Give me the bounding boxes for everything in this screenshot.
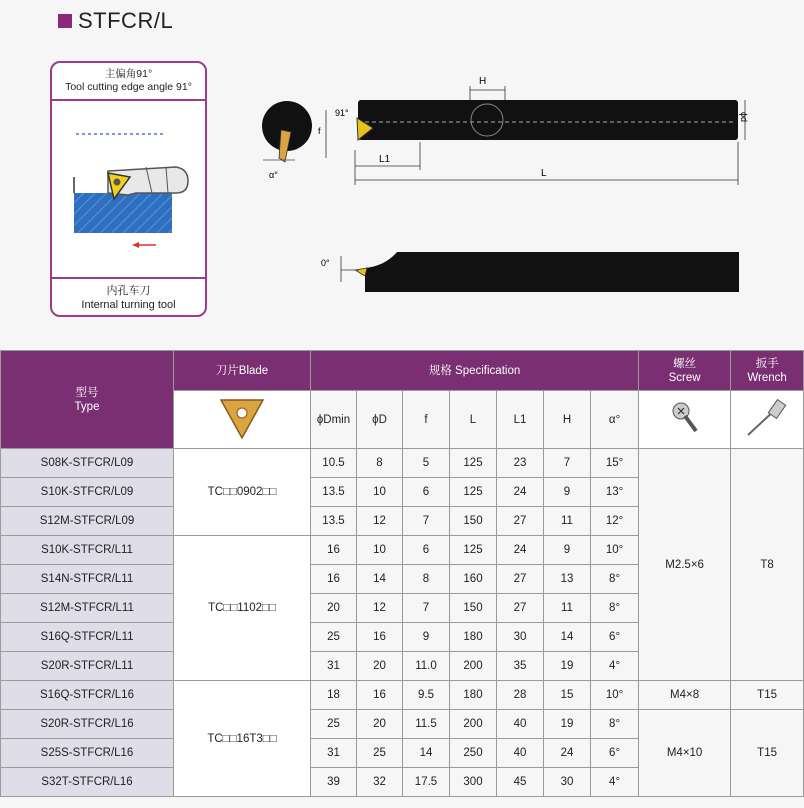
value-cell: 150 (450, 507, 497, 536)
triangular-insert-icon (219, 396, 265, 440)
screw-header-cn: 螺丝 (673, 357, 697, 370)
value-cell: 19 (544, 710, 591, 739)
value-cell: 31 (311, 739, 357, 768)
value-cell: 4° (591, 652, 639, 681)
value-cell: 39 (311, 768, 357, 797)
value-cell: 10° (591, 536, 639, 565)
value-cell: 16 (311, 536, 357, 565)
value-cell: 6 (403, 478, 450, 507)
value-cell: 6 (403, 536, 450, 565)
page-title (58, 8, 173, 34)
tool-dimension-drawing (255, 70, 755, 315)
blade-cell: TC□□1102□□ (174, 536, 311, 681)
wrench-header (731, 351, 804, 391)
col-l1: L1 (497, 391, 544, 449)
spec-table (0, 350, 804, 797)
value-cell: 35 (497, 652, 544, 681)
card-footer-en: Internal turning tool (81, 299, 176, 311)
value-cell: 20 (357, 710, 403, 739)
value-cell: 10.5 (311, 449, 357, 478)
f-label: f (318, 126, 321, 136)
wrench-header-cn: 扳手 (755, 357, 779, 370)
card-footer (52, 277, 205, 315)
value-cell: 250 (450, 739, 497, 768)
type-cell: S20R-STFCR/L16 (1, 710, 174, 739)
value-cell: 16 (357, 681, 403, 710)
type-cell: S10K-STFCR/L11 (1, 536, 174, 565)
value-cell: 31 (311, 652, 357, 681)
col-alpha: α° (591, 391, 639, 449)
value-cell: 125 (450, 449, 497, 478)
value-cell: 7 (403, 594, 450, 623)
value-cell: 11.5 (403, 710, 450, 739)
value-cell: 12 (357, 594, 403, 623)
type-cell: S32T-STFCR/L16 (1, 768, 174, 797)
l-label: L (541, 168, 547, 179)
card-header-en: Tool cutting edge angle 91° (65, 81, 192, 93)
value-cell: 6° (591, 739, 639, 768)
main-bar (358, 100, 738, 140)
wrench-picture-cell (731, 391, 804, 449)
value-cell: 30 (497, 623, 544, 652)
boring-illustration (56, 107, 202, 272)
side-bar (365, 252, 739, 292)
alpha-label: α° (269, 170, 278, 180)
value-cell: 40 (497, 710, 544, 739)
screw-cell: M4×10 (639, 710, 731, 797)
screw-header (639, 351, 731, 391)
value-cell: 7 (544, 449, 591, 478)
value-cell: 180 (450, 623, 497, 652)
value-cell: 28 (497, 681, 544, 710)
col-d: ϕD (357, 391, 403, 449)
value-cell: 25 (311, 710, 357, 739)
value-cell: 8° (591, 565, 639, 594)
type-cell: S16Q-STFCR/L16 (1, 681, 174, 710)
screw-icon (670, 401, 700, 435)
blade-header: 刀片Blade (174, 351, 311, 391)
title-text: STFCR/L (78, 8, 174, 33)
value-cell: 8° (591, 594, 639, 623)
value-cell: 14 (544, 623, 591, 652)
value-cell: 20 (311, 594, 357, 623)
value-cell: 25 (357, 739, 403, 768)
value-cell: 10° (591, 681, 639, 710)
wrench-header-en: Wrench (747, 371, 787, 384)
value-cell: 27 (497, 565, 544, 594)
value-cell: 12° (591, 507, 639, 536)
value-cell: 24 (497, 478, 544, 507)
type-cell: S08K-STFCR/L09 (1, 449, 174, 478)
value-cell: 11 (544, 507, 591, 536)
value-cell: 45 (497, 768, 544, 797)
value-cell: 8 (357, 449, 403, 478)
value-cell: 13 (544, 565, 591, 594)
screw-picture-cell (639, 391, 731, 449)
value-cell: 8° (591, 710, 639, 739)
value-cell: 27 (497, 507, 544, 536)
screw-cell: M4×8 (639, 681, 731, 710)
value-cell: 18 (311, 681, 357, 710)
blade-cell: TC□□16T3□□ (174, 681, 311, 797)
value-cell: 25 (311, 623, 357, 652)
d-label: ϕd (739, 112, 749, 123)
value-cell: 24 (497, 536, 544, 565)
blade-cell: TC□□0902□□ (174, 449, 311, 536)
value-cell: 6° (591, 623, 639, 652)
wrench-cell: T15 (731, 710, 804, 797)
value-cell: 20 (357, 652, 403, 681)
zero-label: 0° (321, 258, 330, 268)
value-cell: 9 (403, 623, 450, 652)
value-cell: 30 (544, 768, 591, 797)
type-cell: S25S-STFCR/L16 (1, 739, 174, 768)
value-cell: 125 (450, 478, 497, 507)
value-cell: 27 (497, 594, 544, 623)
value-cell: 200 (450, 710, 497, 739)
wrench-cell: T15 (731, 681, 804, 710)
h-label: H (479, 76, 487, 87)
l1-label: L1 (379, 154, 391, 165)
value-cell: 13.5 (311, 507, 357, 536)
value-cell: 40 (497, 739, 544, 768)
value-cell: 8 (403, 565, 450, 594)
angle91-label: 91° (335, 108, 349, 118)
value-cell: 15° (591, 449, 639, 478)
type-header (1, 351, 174, 449)
col-dmin: ϕDmin (311, 391, 357, 449)
value-cell: 9 (544, 536, 591, 565)
type-header-cn: 型号 (75, 386, 99, 399)
value-cell: 7 (403, 507, 450, 536)
value-cell: 5 (403, 449, 450, 478)
value-cell: 160 (450, 565, 497, 594)
value-cell: 13.5 (311, 478, 357, 507)
type-cell: S16Q-STFCR/L11 (1, 623, 174, 652)
spec-header: 规格 Specification (311, 351, 639, 391)
type-header-en: Type (74, 400, 100, 413)
tool-info-card (50, 61, 207, 317)
screw-cell: M2.5×6 (639, 449, 731, 681)
value-cell: 10 (357, 536, 403, 565)
value-cell: 9.5 (403, 681, 450, 710)
value-cell: 14 (403, 739, 450, 768)
col-l: L (450, 391, 497, 449)
torx-wrench-icon (744, 399, 790, 437)
type-cell: S12M-STFCR/L11 (1, 594, 174, 623)
value-cell: 10 (357, 478, 403, 507)
value-cell: 14 (357, 565, 403, 594)
value-cell: 9 (544, 478, 591, 507)
value-cell: 125 (450, 536, 497, 565)
card-header-cn: 主偏角91° (104, 68, 153, 80)
type-cell: S14N-STFCR/L11 (1, 565, 174, 594)
value-cell: 15 (544, 681, 591, 710)
col-h: H (544, 391, 591, 449)
wrench-cell: T8 (731, 449, 804, 681)
value-cell: 180 (450, 681, 497, 710)
value-cell: 11.0 (403, 652, 450, 681)
value-cell: 11 (544, 594, 591, 623)
value-cell: 150 (450, 594, 497, 623)
value-cell: 16 (311, 565, 357, 594)
title-marker (58, 14, 72, 28)
type-cell: S10K-STFCR/L09 (1, 478, 174, 507)
value-cell: 16 (357, 623, 403, 652)
col-f: f (403, 391, 450, 449)
value-cell: 17.5 (403, 768, 450, 797)
value-cell: 200 (450, 652, 497, 681)
value-cell: 32 (357, 768, 403, 797)
card-footer-cn: 内孔车刀 (106, 285, 151, 297)
type-cell: S12M-STFCR/L09 (1, 507, 174, 536)
value-cell: 19 (544, 652, 591, 681)
screw-header-en: Screw (668, 371, 701, 384)
card-header (52, 63, 205, 101)
type-cell: S20R-STFCR/L11 (1, 652, 174, 681)
value-cell: 300 (450, 768, 497, 797)
value-cell: 23 (497, 449, 544, 478)
value-cell: 13° (591, 478, 639, 507)
blade-picture-cell (174, 391, 311, 449)
value-cell: 4° (591, 768, 639, 797)
value-cell: 12 (357, 507, 403, 536)
value-cell: 24 (544, 739, 591, 768)
